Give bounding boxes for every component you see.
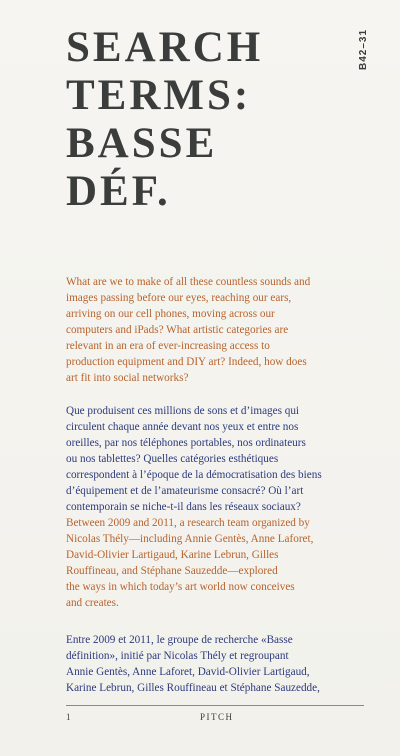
text-line: What are we to make of all these countless sounds and [66,276,311,288]
text-line: and creates. [66,597,119,609]
section-label: PITCH [200,712,234,722]
paragraph-french-1 [66,403,384,515]
text-line: art fit into social networks? [66,372,189,384]
text-line: d’équipement et de l’amateurisme consacré? Où l’art [66,485,304,497]
text-line: the ways in which today’s art world now conceives [66,581,295,593]
title-line-1: SEARCH [66,24,264,71]
page-title [66,24,263,216]
title-line-2: TERMS: [66,72,252,119]
text-line: images passing before our eyes, reaching our ears, [66,292,292,304]
text-line: arriving on our cell phones, moving across our [66,308,275,320]
text-line: production equipment and DIY art? Indeed, how does [66,356,307,368]
text-line: relevant in an era of ever-increasing access to [66,340,270,352]
text-line: Between 2009 and 2011, a research team organized by [66,517,310,529]
text-line: correspondent à l’époque de la démocratisation des biens [66,469,322,481]
text-line: computers and iPads? What artistic categories are [66,324,289,336]
text-line: Annie Gentès, Anne Laforet, David-Olivier Lartigaud, [66,666,310,678]
paragraph-french-2 [66,632,384,696]
paragraph-english-1 [66,274,384,386]
text-line: contemporain se niche-t-il dans les réseaux sociaux? [66,501,301,513]
text-line: définition», initié par Nicolas Thély et regroupant [66,650,289,662]
text-line: oreilles, par nos téléphones portables, nos ordinateurs [66,437,306,449]
text-line: Entre 2009 et 2011, le groupe de recherche «Basse [66,634,293,646]
text-line: circulent chaque année devant nos yeux et entre nos [66,421,299,433]
text-line: David-Olivier Lartigaud, Karine Lebrun, Gilles [66,549,279,561]
text-line: Rouffineau, and Stéphane Sauzedde—explored [66,565,278,577]
page-number: 1 [66,712,71,722]
title-line-4: DÉF. [66,168,171,215]
footer-divider [66,705,364,706]
document-code: B42–31 [358,28,369,70]
text-line: Nicolas Thély—including Annie Gentès, Anne Laforet, [66,533,314,545]
title-line-3: BASSE [66,120,218,167]
paragraph-english-2 [66,515,384,611]
text-line: ou nos tablettes? Quelles catégories esthétiques [66,453,279,465]
text-line: Karine Lebrun, Gilles Rouffineau et Stéphane Sauzedde, [66,682,320,694]
text-line: Que produisent ces millions de sons et d’images qui [66,405,300,417]
